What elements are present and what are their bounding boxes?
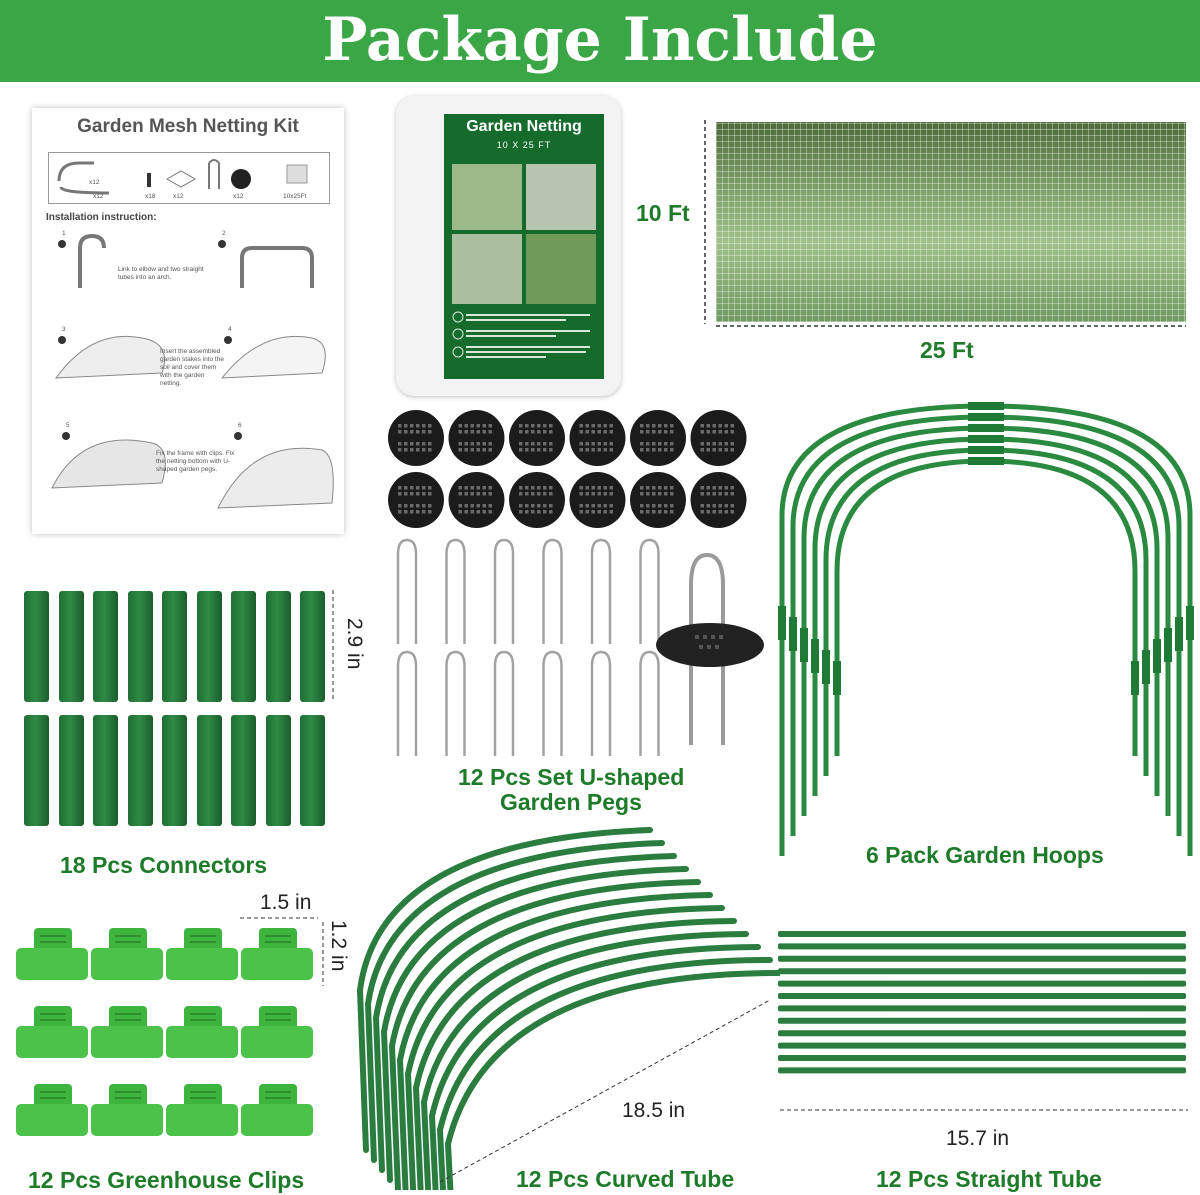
pegs-label-line2: Garden Pegs [500, 789, 642, 815]
step-text: Link to elbow and two straight tubes into an arch. [118, 266, 204, 281]
greenhouse-clip [166, 926, 238, 982]
curved-tube-leg [400, 1060, 406, 1190]
curved-tube-leg [360, 990, 366, 1150]
hoop-joint [1142, 650, 1150, 684]
greenhouse-clip [16, 1082, 88, 1138]
hoop-joint [968, 413, 1004, 421]
washer-disc [388, 410, 444, 466]
straight-tube [778, 956, 1186, 962]
straight-tube [778, 1043, 1186, 1049]
connector-tube [300, 591, 325, 702]
part-qty: x12 [233, 193, 244, 200]
step-number: 6 [238, 422, 242, 429]
washer-disc [630, 410, 686, 466]
curved-tube-leg [424, 1102, 430, 1190]
hoop-joint [833, 661, 841, 695]
hoop-joint [968, 424, 1004, 432]
greenhouse-clip [91, 1004, 163, 1060]
washer-disc [630, 472, 686, 528]
connector-tube [231, 591, 256, 702]
connector-tube [266, 715, 291, 826]
hoop-joint [822, 650, 830, 684]
washer-discs [380, 408, 760, 534]
part-qty: x12 [93, 193, 104, 200]
curved-tube-leg [448, 1144, 454, 1190]
washer-disc [449, 410, 505, 466]
greenhouse-clip [16, 1004, 88, 1060]
hoop-joint [1153, 639, 1161, 673]
greenhouse-clip [91, 1082, 163, 1138]
hoop-joint [778, 606, 786, 640]
connector-tube [128, 591, 153, 702]
connector-tube [300, 715, 325, 826]
instruction-title: Garden Mesh Netting Kit [77, 116, 299, 137]
greenhouse-clip [16, 926, 88, 982]
connector-tube [93, 715, 118, 826]
hoop-joint [1164, 628, 1172, 662]
package-label [444, 114, 604, 379]
netting-package [396, 96, 621, 396]
hoop-joint [800, 628, 808, 662]
washer-disc [691, 410, 747, 466]
curved-tube [448, 973, 780, 1144]
clip-height-label: 1.2 in [327, 920, 350, 972]
step-text: Insert the assembled garden stakes into the soil and cover them with the garden netting. [160, 348, 224, 387]
straight-tube [778, 968, 1186, 974]
greenhouse-clip [241, 1004, 313, 1060]
washer-disc [570, 410, 626, 466]
hoop-joint [1131, 661, 1139, 695]
pegs-label-line1: 12 Pcs Set U-shaped [458, 764, 685, 790]
curved-tube [424, 934, 746, 1102]
package-text-block [452, 310, 596, 370]
straight-label: 12 Pcs Straight Tube [876, 1166, 1102, 1192]
connector-tube [24, 591, 49, 702]
washer-disc [691, 472, 747, 528]
straight-tube [778, 1005, 1186, 1011]
garden-hoop [826, 450, 1146, 776]
greenhouse-clip [241, 1082, 313, 1138]
curved-tube [440, 960, 770, 1130]
curved-length-label: 18.5 in [622, 1099, 686, 1122]
greenhouse-clip [91, 926, 163, 982]
connector-tube [24, 715, 49, 826]
connectors-label: 18 Pcs Connectors [60, 852, 268, 878]
curved-label: 12 Pcs Curved Tube [516, 1166, 735, 1192]
straight-tube [778, 1067, 1186, 1073]
clips-label: 12 Pcs Greenhouse Clips [28, 1167, 305, 1193]
straight-tube [778, 1018, 1186, 1024]
garden-hoop [837, 461, 1135, 756]
netting-photo [716, 122, 1186, 322]
curved-tube-leg [368, 1004, 374, 1160]
part-qty: x12 [89, 179, 100, 186]
connector-tube [162, 715, 187, 826]
step-number: 4 [228, 326, 232, 333]
u-pegs [390, 536, 660, 766]
hoop-joint [1186, 606, 1194, 640]
connector-tube [128, 715, 153, 826]
connector-dimension-line [326, 590, 340, 826]
step-number: 1 [62, 230, 66, 237]
connector-tube [231, 715, 256, 826]
straight-tube [778, 943, 1186, 949]
height-dimension-line [700, 118, 710, 328]
instruction-card [32, 108, 344, 534]
washer-disc [509, 472, 565, 528]
straight-tube [778, 1055, 1186, 1061]
package-photos [452, 164, 596, 304]
connector-tube [93, 591, 118, 702]
washer-disc [449, 472, 505, 528]
hoop-joint [811, 639, 819, 673]
hoops-label: 6 Pack Garden Hoops [866, 842, 1104, 868]
u-peg [495, 540, 513, 644]
connector-tube [59, 591, 84, 702]
part-qty: 10x25Ft [283, 193, 307, 200]
greenhouse-clip [241, 926, 313, 982]
curved-length-line [440, 1000, 770, 1182]
greenhouse-clip [166, 1004, 238, 1060]
connector-tube [59, 715, 84, 826]
curved-tube-leg [432, 1116, 438, 1190]
install-heading: Installation instruction: [46, 212, 157, 223]
straight-tube [778, 931, 1186, 937]
garden-hoop [782, 406, 1190, 856]
clip-width-label: 1.5 in [260, 891, 312, 914]
curved-tube-leg [392, 1046, 398, 1190]
part-qty: x12 [173, 193, 184, 200]
step-number: 3 [62, 326, 66, 333]
u-peg [592, 540, 610, 644]
hoop-joint [1175, 617, 1183, 651]
hoop-joint [968, 402, 1004, 410]
u-peg [398, 540, 416, 644]
width-dimension-line [716, 322, 1188, 330]
washer-disc [570, 472, 626, 528]
greenhouse-clip [166, 1082, 238, 1138]
hoop-joint [968, 435, 1004, 443]
curved-tube-leg [408, 1074, 414, 1190]
connector-tube [162, 591, 187, 702]
washer-disc [509, 410, 565, 466]
hoop-joint [968, 457, 1004, 465]
step-number: 2 [222, 230, 226, 237]
part-qty: x18 [145, 193, 156, 200]
package-size: 10 X 25 FT [496, 140, 552, 150]
curved-tube-leg [376, 1018, 382, 1170]
package-title: Garden Netting [466, 118, 582, 135]
u-peg [544, 540, 562, 644]
straight-tubes [776, 926, 1190, 1092]
hoop-joint [789, 617, 797, 651]
curved-tubes [340, 820, 780, 1190]
u-peg [592, 652, 610, 756]
u-peg [447, 540, 465, 644]
step-number: 5 [66, 422, 70, 429]
connector-tube [266, 591, 291, 702]
netting-width-label: 25 Ft [920, 337, 974, 363]
u-peg [447, 652, 465, 756]
curved-tube-leg [384, 1032, 390, 1180]
garden-hoop [793, 417, 1179, 836]
washer-disc [388, 472, 444, 528]
curved-tube [432, 947, 758, 1116]
peg-with-washer [655, 545, 770, 760]
connector-dimension: 2.9 in [343, 618, 366, 670]
netting-height-label: 10 Ft [636, 200, 690, 226]
step-text: Fix the frame with clips. Fix the netting bottom with U-shaped garden pegs. [156, 450, 235, 473]
connector-tube [197, 591, 222, 702]
straight-tube [778, 981, 1186, 987]
straight-tube [778, 1030, 1186, 1036]
page-title: Package Include [322, 5, 878, 75]
u-peg [495, 652, 513, 756]
hoop-joint [968, 446, 1004, 454]
u-peg [398, 652, 416, 756]
garden-hoops [770, 396, 1200, 866]
connector-tube [197, 715, 222, 826]
straight-tube [778, 993, 1186, 999]
straight-length-label: 15.7 in [946, 1127, 1010, 1150]
straight-length-line [780, 1106, 1190, 1114]
parts-list [48, 152, 330, 204]
u-peg [544, 652, 562, 756]
